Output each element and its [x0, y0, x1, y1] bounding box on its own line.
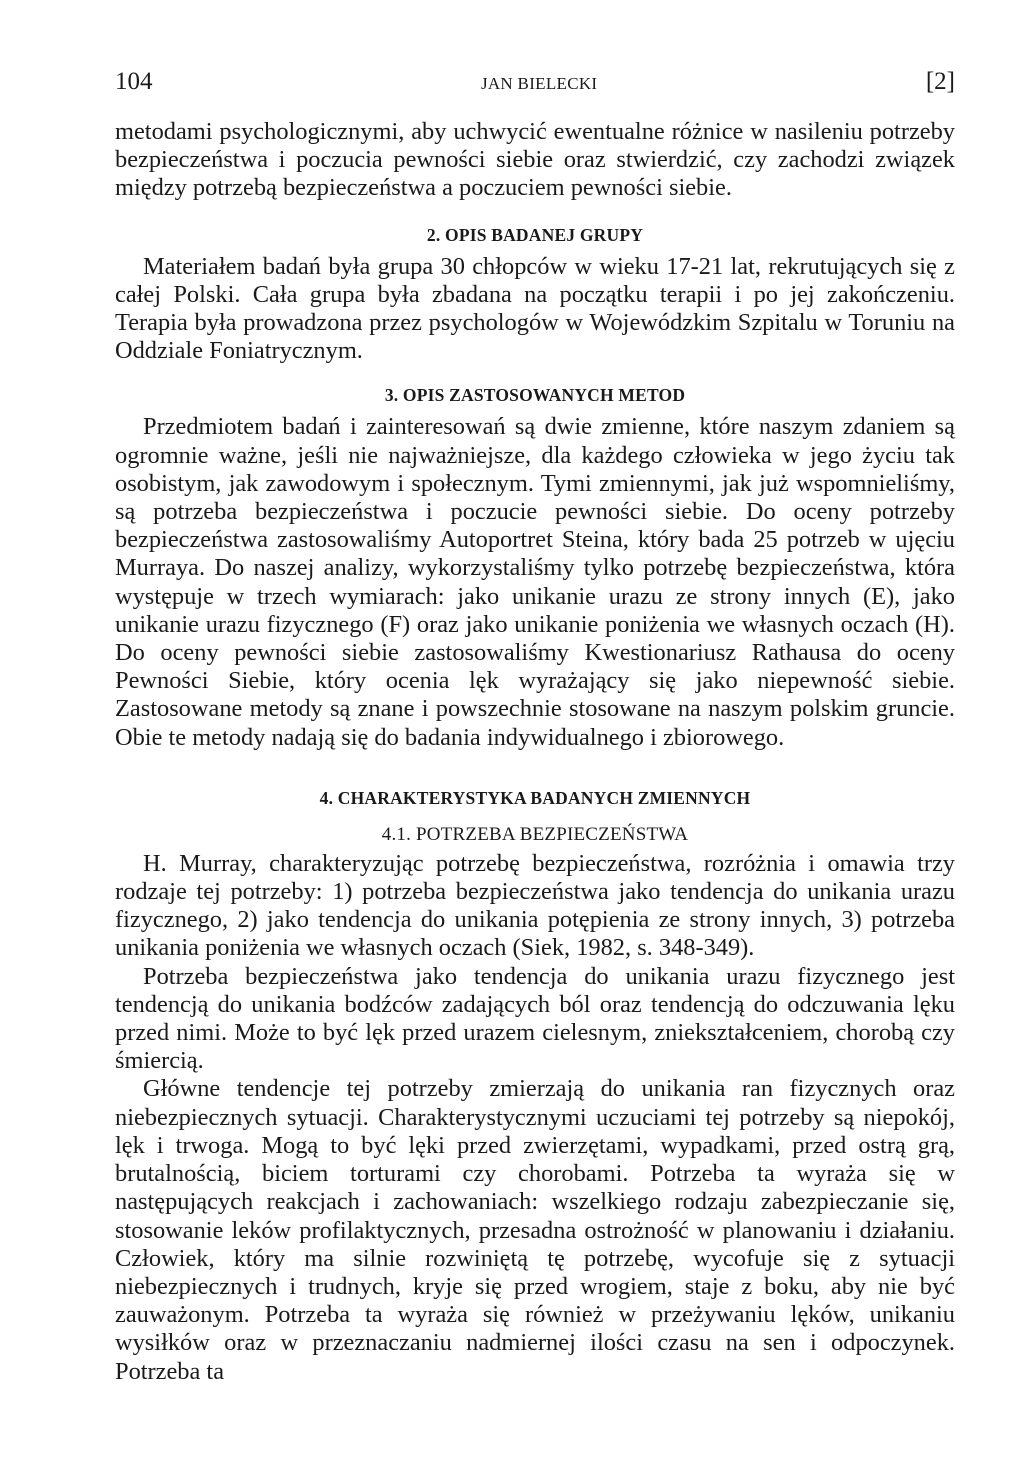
- page-number: 104: [115, 68, 153, 95]
- running-header: [115, 58, 955, 106]
- section-4-paragraph: Potrzeba bezpieczeństwa jako tendencja do unikania urazu fizycznego jest tendencją do unikania bodźców zadających ból oraz tendencją do odczuwania lęku przed nimi. Może to być lęk przed urazem cielesnym, zniekształceniem, chorobą czy śmiercią.: [115, 962, 955, 1075]
- section-2-paragraph: Materiałem badań była grupa 30 chłopców w wieku 17-21 lat, rekrutujących się z całej Polski. Cała grupa była zbadana na początku terapii i po jej zakończeniu. Terapia była prowadzona przez psychologów w Wojewódzkim Szpitalu w Toruniu na Oddziale Foniatrycznym.: [115, 252, 955, 365]
- section-4-heading: 4. CHARAKTERYSTYKA BADANYCH ZMIENNYCH: [319, 787, 751, 808]
- section-2-heading: 2. OPIS BADANEJ GRUPY: [426, 224, 644, 245]
- chapter-reference: [2]: [925, 68, 955, 95]
- section-3-paragraph: Przedmiotem badań i zainteresowań są dwie zmienne, które naszym zdaniem są ogromnie ważne, jeśli nie najważniejsze, dla każdego człowieka w jego życiu tak osobistym, jak zawodowym i społecznym. Tymi zmiennymi, jak już wspomnieliśmy, są potrzeba bezpieczeństwa i poczucie pewności siebie. Do oceny potrzeby bezpieczeństwa zastosowaliśmy Autoportret Steina, który bada 25 potrzeb w ujęciu Murraya. Do naszej analizy, wykorzystaliśmy tylko potrzebę bezpieczeństwa, która występuje w trzech wymiarach: jako unikanie urazu ze strony innych (E), jako unikanie urazu fizycznego (F) oraz jako unikanie poniżenia we własnych oczach (H). Do oceny pewności siebie zastosowaliśmy Kwestionariusz Rathausa do oceny Pewności Siebie, który ocenia lęk wyrażający się jako niepewność siebie. Zastosowane metody są znane i powszechnie stosowane na naszym polskim gruncie. Obie te metody nadają się do badania indywidualnego i zbiorowego.: [115, 413, 955, 751]
- intro-paragraph: metodami psychologicznymi, aby uchwycić ewentualne różnice w nasileniu potrzeby bezpieczeństwa i poczucia pewności siebie oraz stwierdzić, czy zachodzi związek między potrzebą bezpieczeństwa a poczuciem pewności siebie.: [115, 118, 955, 202]
- section-4-1-subheading: 4.1. POTRZEBA BEZPIECZEŃSTWA: [381, 823, 689, 845]
- section-3-heading: 3. OPIS ZASTOSOWANYCH METOD: [384, 385, 686, 406]
- section-4-paragraph: Główne tendencje tej potrzeby zmierzają do unikania ran fizycznych oraz niebezpiecznych sytuacji. Charakterystycznymi uczuciami tej potrzeby są niepokój, lęk i trwoga. Mogą to być lęki przed zwierzętami, wypadkami, przed ostrą grą, brutalnością, biciem torturami czy chorobami. Potrzeba ta wyraża się w następujących reakcjach i zachowaniach: wszelkiego rodzaju zabezpieczanie się, stosowanie leków profilaktycznych, przesadna ostrożność w planowaniu i działaniu. Człowiek, który ma silnie rozwiniętą tę potrzebę, wycofuje się z sytuacji niebezpiecznych i trudnych, kryje się przed wrogiem, staje z boku, aby nie być zauważonym. Potrzeba ta wyraża się również w przeżywaniu lęków, unikaniu wysiłków oraz w przeznaczaniu nadmiernej ilości czasu na sen i odpoczynek. Potrzeba ta: [115, 1075, 955, 1385]
- section-4-paragraph: H. Murray, charakteryzując potrzebę bezpieczeństwa, rozróżnia i omawia trzy rodzaje tej potrzeby: 1) potrzeba bezpieczeństwa jako tendencja do unikania urazu fizycznego, 2) jako tendencja do unikania potępienia ze strony innych, 3) potrzeba unikania poniżenia we własnych oczach (Siek, 1982, s. 348-349).: [115, 849, 955, 962]
- running-head-author: JAN BIELECKI: [480, 74, 598, 93]
- book-page: [115, 58, 955, 1386]
